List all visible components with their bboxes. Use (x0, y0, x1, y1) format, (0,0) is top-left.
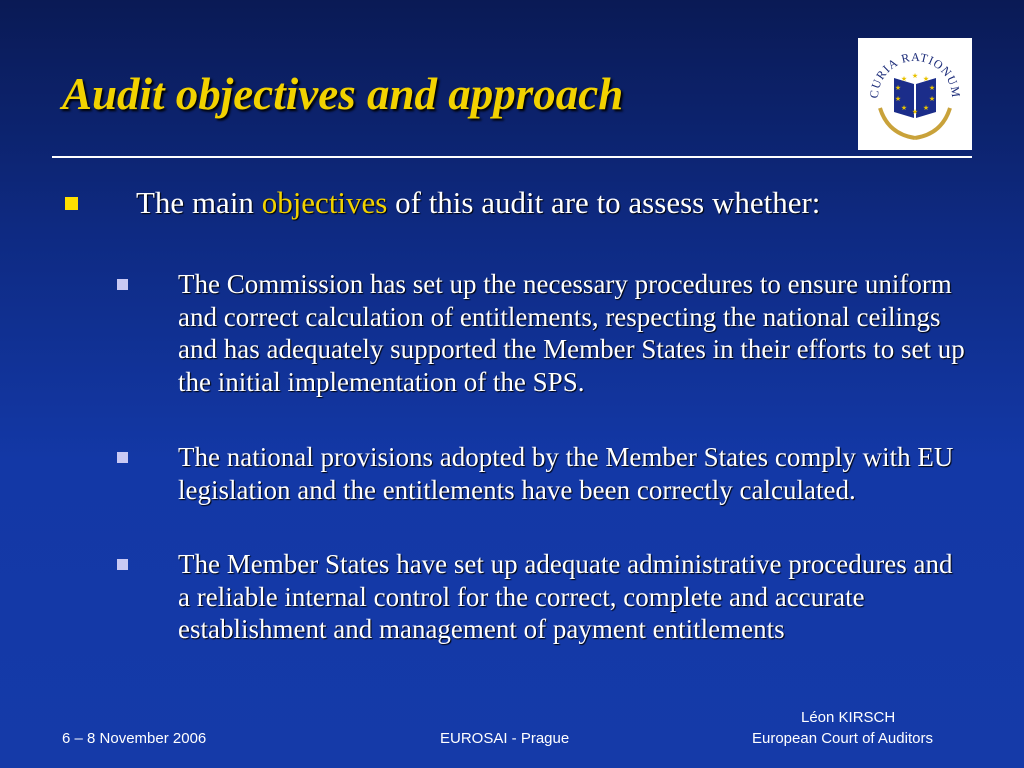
sub-bullet-text: The Commission has set up the necessary procedures to ensure uniform and correct calculation of entitlements, respecting the national ceilings and has adequately supported the Member States in their efforts to set up the initial implementation of the SPS. (178, 269, 965, 397)
footer-author: Léon KIRSCH (801, 709, 896, 726)
svg-text:★: ★ (911, 72, 919, 80)
main-bullet-prefix: The main (136, 185, 262, 220)
sub-bullet-icon (117, 279, 128, 290)
svg-text:★: ★ (894, 95, 902, 103)
sub-bullet-icon (117, 452, 128, 463)
sub-bullet-icon (117, 559, 128, 570)
svg-text:★: ★ (900, 104, 908, 112)
sub-bullet-text: The Member States have set up adequate administrative procedures and a reliable internal control for the correct, complete and accurate establishment and management of payment entitlements (178, 549, 953, 644)
svg-text:★: ★ (922, 75, 930, 83)
svg-text:★: ★ (894, 84, 902, 92)
footer-event: EUROSAI - Prague (440, 730, 570, 747)
footer-date: 6 – 8 November 2006 (62, 730, 207, 747)
svg-text:★: ★ (928, 84, 936, 92)
svg-text:★: ★ (911, 108, 919, 116)
main-bullet-highlight: objectives (261, 185, 388, 220)
main-bullet-suffix: of this audit are to assess whether: (387, 185, 821, 220)
slide-title: Audit objectives and approach (62, 69, 624, 119)
svg-text:★: ★ (928, 95, 936, 103)
sub-bullet-text: The national provisions adopted by the Member States comply with EU legislation and the entitlements have been correctly calculated. (178, 442, 954, 505)
footer-organization: European Court of Auditors (752, 730, 933, 747)
main-bullet-text (136, 185, 896, 221)
svg-text:★: ★ (922, 104, 930, 112)
bullet-square-icon (65, 197, 78, 210)
logo-motto: CURIA RATIONUM (866, 49, 964, 99)
svg-text:★: ★ (900, 75, 908, 83)
